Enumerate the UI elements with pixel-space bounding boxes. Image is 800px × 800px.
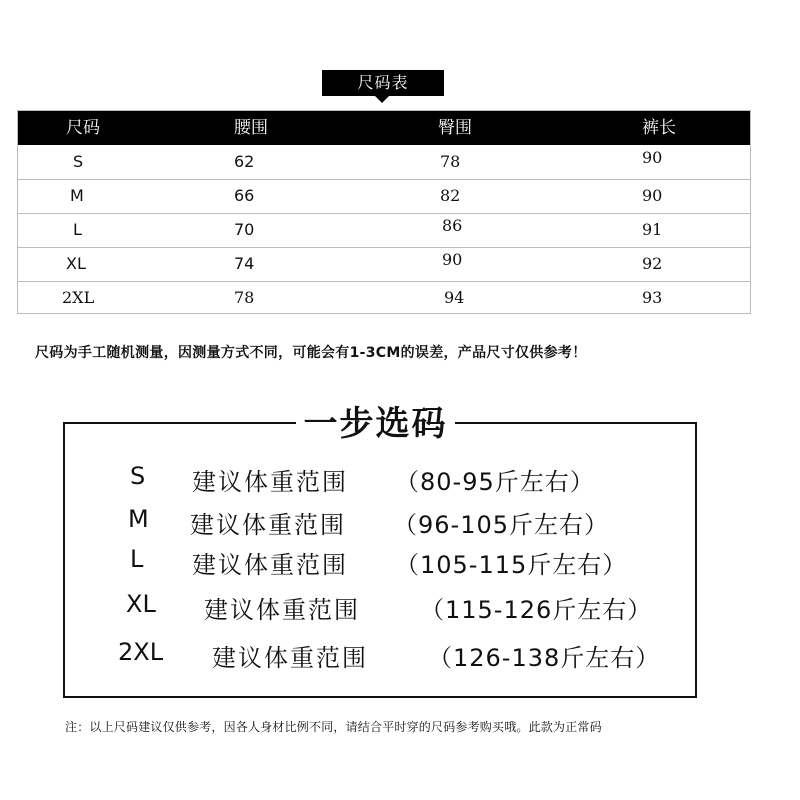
- cell-waist: 74: [234, 254, 255, 273]
- cell-length: 92: [642, 254, 663, 273]
- title-pointer: [375, 96, 389, 103]
- cell-hip: 86: [442, 216, 463, 235]
- cell-waist: 70: [234, 220, 255, 239]
- cell-length: 93: [642, 288, 663, 307]
- weight-row: [0, 505, 800, 545]
- table-row: [18, 247, 750, 282]
- cell-length: 90: [642, 148, 663, 167]
- weight-row: [0, 638, 800, 678]
- table-row: [18, 281, 750, 315]
- size-table: [17, 110, 751, 314]
- table-row: [18, 179, 750, 214]
- weight-size: L: [130, 545, 144, 573]
- header-size: 尺码: [66, 118, 100, 138]
- weight-row: [0, 545, 800, 585]
- measurement-note: 尺码为手工随机测量，因测量方式不同，可能会有1-3CM的误差，产品尺寸仅供参考！: [35, 345, 587, 361]
- header-hip: 臀围: [438, 118, 472, 138]
- weight-label: 建议体重范围: [192, 551, 348, 579]
- box-top-border-left: [63, 422, 296, 424]
- cell-length: 91: [642, 220, 663, 239]
- weight-label: 建议体重范围: [190, 511, 346, 539]
- size-chart-title: 尺码表: [322, 70, 444, 96]
- weight-range: （126-138斤左右）: [428, 644, 661, 672]
- weight-size: XL: [126, 590, 156, 618]
- cell-length: 90: [642, 186, 663, 205]
- header-waist: 腰围: [234, 118, 268, 138]
- cell-size: 2XL: [62, 288, 95, 307]
- weight-size: 2XL: [118, 638, 164, 666]
- weight-label: 建议体重范围: [212, 644, 368, 672]
- cell-waist: 62: [234, 152, 255, 171]
- cell-hip: 94: [444, 288, 465, 307]
- cell-size: M: [70, 186, 84, 205]
- weight-range: （115-126斤左右）: [420, 596, 653, 624]
- weight-size: M: [128, 505, 149, 533]
- weight-guide-title: 一步选码: [303, 404, 448, 444]
- weight-range: （80-95斤左右）: [395, 468, 595, 496]
- weight-row: [0, 462, 800, 502]
- cell-hip: 90: [442, 250, 463, 269]
- size-footnote: 注：以上尺码建议仅供参考，因各人身材比例不同，请结合平时穿的尺码参考购买哦。此款为正常码: [65, 720, 602, 734]
- cell-hip: 78: [440, 152, 461, 171]
- cell-waist: 66: [234, 186, 255, 205]
- cell-size: L: [73, 220, 82, 239]
- table-header: [18, 111, 750, 145]
- table-row: [18, 145, 750, 180]
- table-row: [18, 213, 750, 248]
- weight-size: S: [130, 462, 146, 490]
- cell-hip: 82: [440, 186, 461, 205]
- cell-size: XL: [66, 254, 86, 273]
- weight-row: [0, 590, 800, 630]
- weight-range: （96-105斤左右）: [393, 511, 610, 539]
- weight-label: 建议体重范围: [204, 596, 360, 624]
- cell-waist: 78: [234, 288, 255, 307]
- weight-range: （105-115斤左右）: [395, 551, 628, 579]
- cell-size: S: [73, 152, 84, 171]
- weight-label: 建议体重范围: [192, 468, 348, 496]
- header-length: 裤长: [642, 118, 676, 138]
- box-top-border-right: [455, 422, 697, 424]
